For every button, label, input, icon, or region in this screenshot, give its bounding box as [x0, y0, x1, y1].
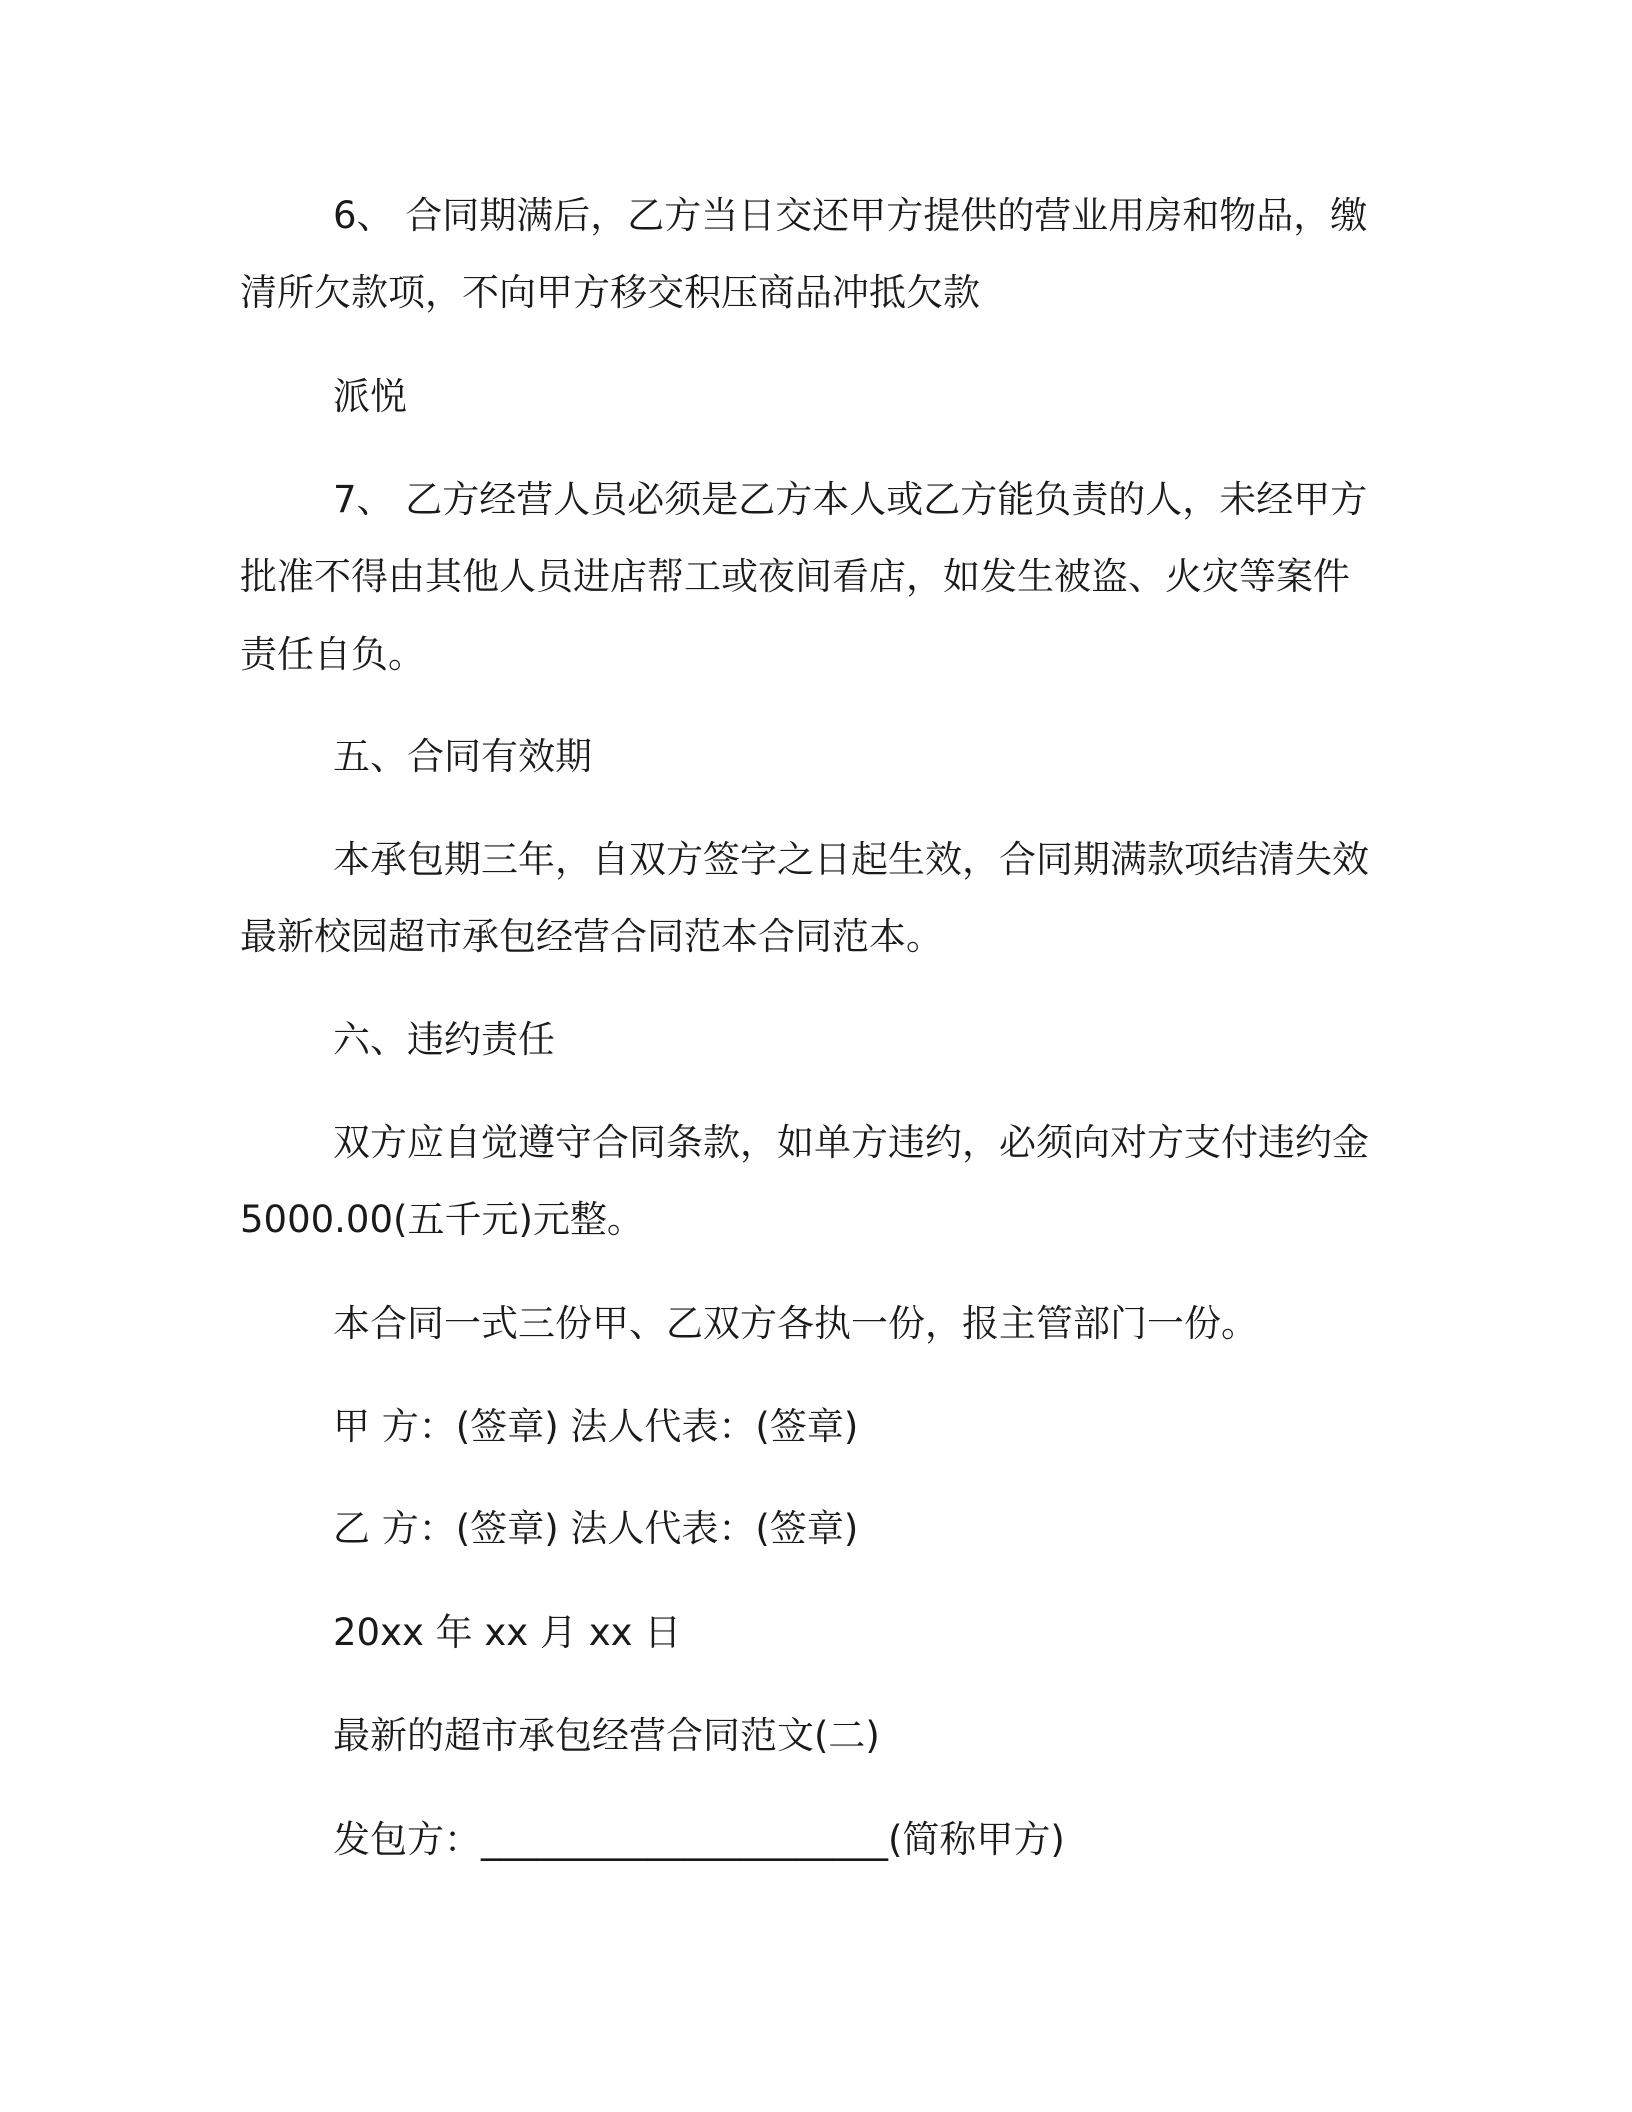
stray-text-line: 派悦	[333, 375, 407, 418]
clause-6-line-2: 清所欠款项，不向甲方移交积压商品冲抵欠款	[240, 271, 980, 314]
party-a-signature-line: 甲 方：(签章) 法人代表：(签章)	[333, 1405, 859, 1448]
section-6-body-line-2: 5000.00(五千元)元整。	[240, 1198, 644, 1241]
section-6-heading: 六、违约责任	[333, 1018, 555, 1061]
date-line: 20xx 年 xx 月 xx 日	[333, 1611, 682, 1654]
section-5-body-line-1: 本承包期三年，自双方签字之日起生效，合同期满款项结清失效	[333, 838, 1369, 881]
copies-note: 本合同一式三份甲、乙双方各执一份，报主管部门一份。	[333, 1302, 1258, 1345]
clause-7-line-2: 批准不得由其他人员进店帮工或夜间看店，如发生被盗、火灾等案件	[240, 555, 1350, 598]
contracting-party-line: 发包方：______________________(简称甲方)	[333, 1818, 1065, 1861]
contract-2-title: 最新的超市承包经营合同范文(二)	[333, 1714, 880, 1757]
section-6-body-line-1: 双方应自觉遵守合同条款，如单方违约，必须向对方支付违约金	[333, 1121, 1369, 1164]
party-b-signature-line: 乙 方：(签章) 法人代表：(签章)	[333, 1507, 859, 1550]
clause-7-line-1: 7、 乙方经营人员必须是乙方本人或乙方能负责的人，未经甲方	[333, 478, 1368, 521]
clause-6-line-1: 6、 合同期满后，乙方当日交还甲方提供的营业用房和物品，缴	[333, 194, 1368, 237]
clause-7-line-3: 责任自负。	[240, 633, 425, 676]
section-5-body-line-2: 最新校园超市承包经营合同范本合同范本。	[240, 915, 943, 958]
section-5-heading: 五、合同有效期	[333, 735, 592, 778]
